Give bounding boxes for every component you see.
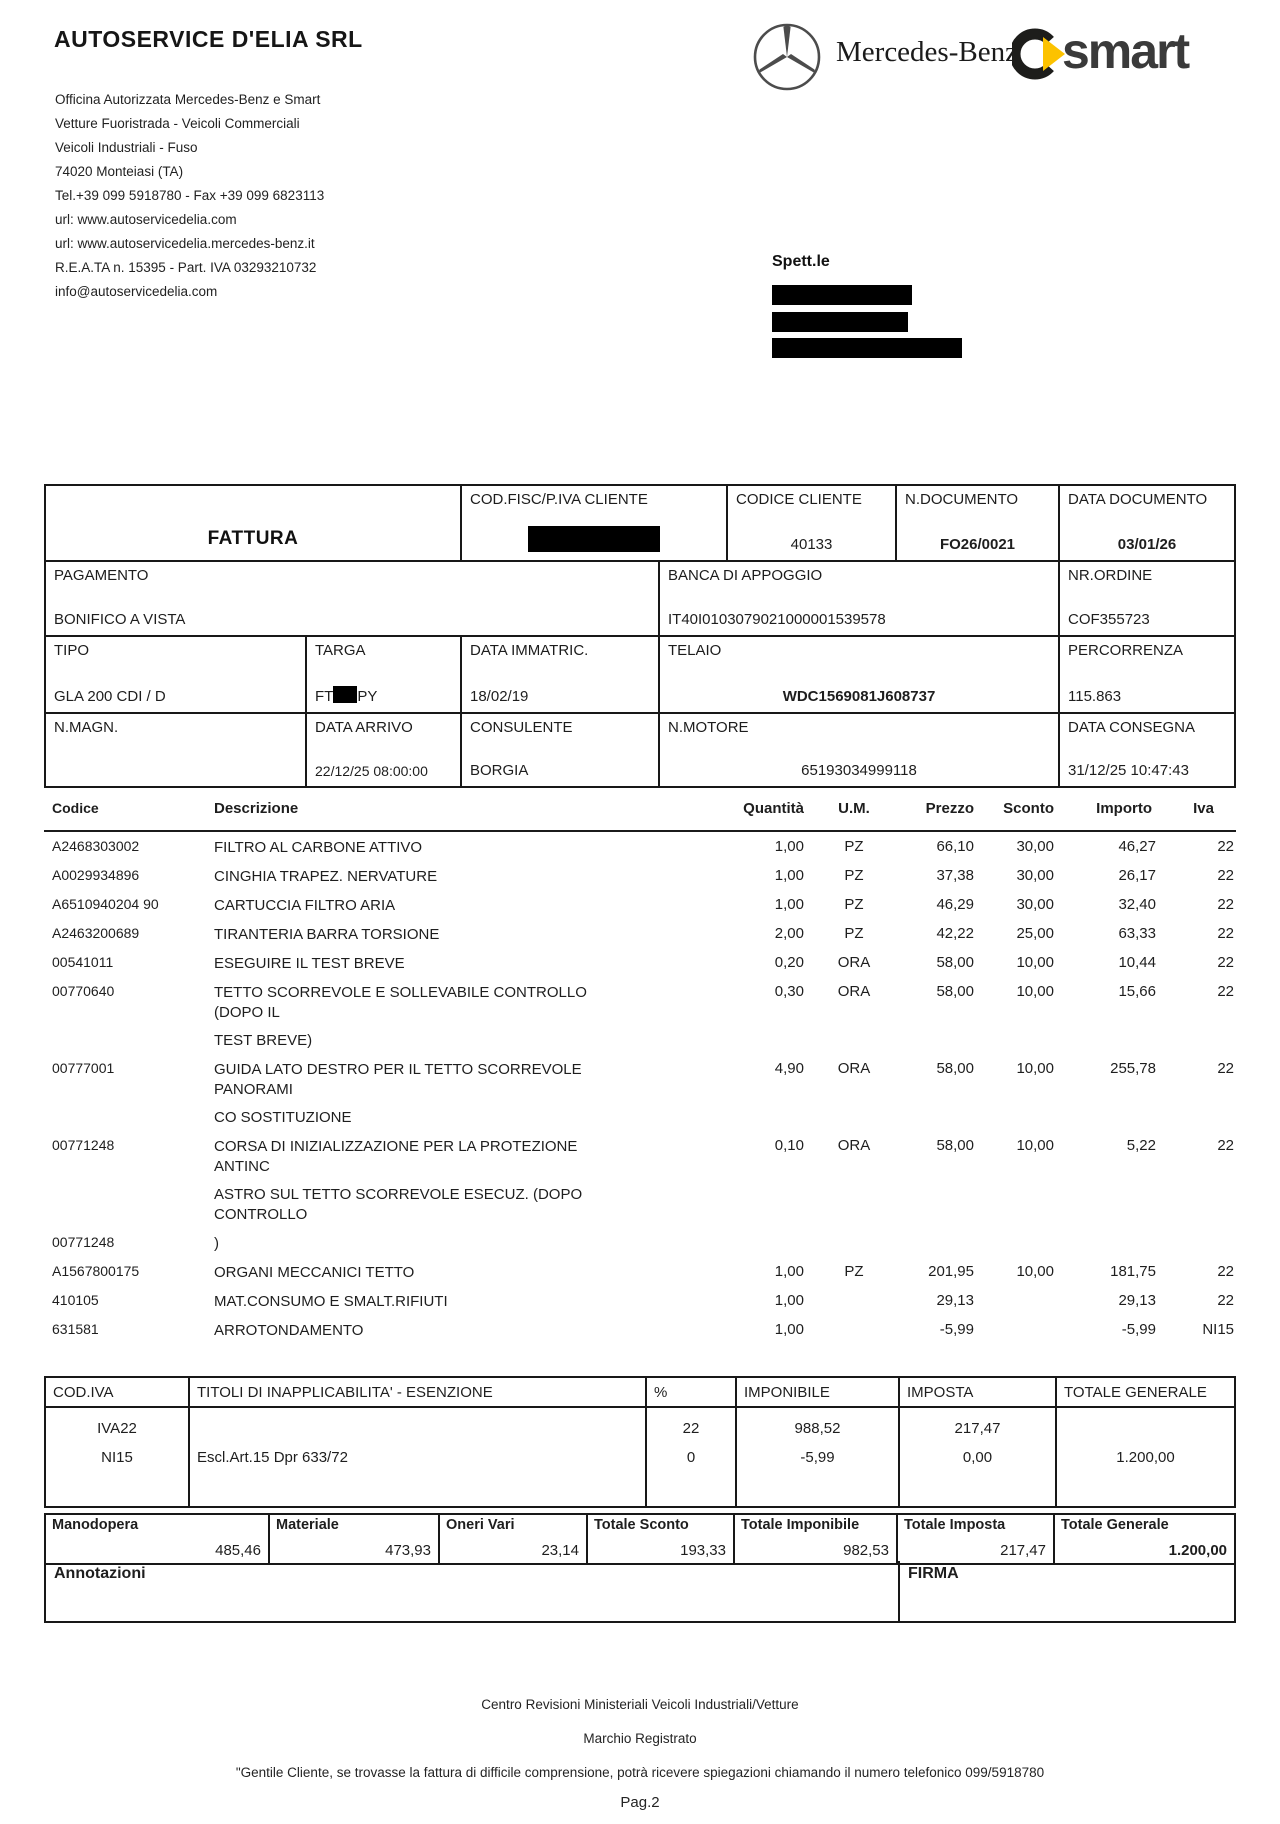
item-description-line: ESEGUIRE IL TEST BREVE [214,955,405,972]
item-description-group [214,1108,644,1128]
data-immatric-cell [460,637,658,712]
item-amount: 29,13 [1118,1292,1156,1309]
vat-percent: 22 [682,1420,700,1437]
consulente-label: CONSULENTE [470,719,573,736]
item-description-group [214,1292,644,1312]
item-description-group [214,1321,644,1341]
item-description [214,983,644,1051]
item-quantity: 1,00 [774,896,804,913]
item-description-line: CINGHIA TRAPEZ. NERVATURE [214,868,438,885]
codfisc-cell [460,486,726,560]
n-documento-label: N.DOCUMENTO [905,491,1019,508]
item-vat-code: 22 [1217,1292,1234,1309]
item-description [214,1292,644,1312]
item-description-line: CORSA DI INIZIALIZZAZIONE PER LA PROTEZIONE [214,1138,578,1155]
items-rows [44,838,1236,1350]
vat-exemption [197,1414,638,1443]
company-address-line: info@autoservicedelia.com [55,284,218,299]
item-row [44,1060,1236,1137]
item-vat-code: 22 [1217,983,1234,1000]
pagamento-label: PAGAMENTO [54,567,149,584]
vat-taxable: 988,52 [794,1420,841,1437]
item-codice: 00777001 [52,1060,115,1076]
item-description-group [214,867,644,887]
info-row-vehicle [46,635,1234,712]
item-quantity: 0,30 [774,983,804,1000]
mercedes-star-icon [750,20,824,99]
company-address-line: Tel.+39 099 5918780 - Fax +39 099 6823113 [55,188,325,203]
company-address-line: Vetture Fuoristrada - Veicoli Commerciali [55,116,300,131]
data-documento-value: 03/01/26 [1117,536,1177,553]
total-label: Oneri Vari [446,1517,515,1533]
vat-col-titoli [188,1408,645,1506]
total-label: Totale Generale [1061,1517,1169,1533]
item-unit: ORA [837,1060,871,1077]
item-amount: 181,75 [1110,1263,1156,1280]
item-unit: PZ [844,896,864,913]
total-cell [46,1515,268,1563]
percorrenza-value: 115.863 [1068,688,1122,705]
item-vat-code: 22 [1217,1060,1234,1077]
item-quantity: 1,00 [774,1263,804,1280]
vat-col-imponibile [735,1408,898,1506]
data-documento-label: DATA DOCUMENTO [1068,491,1208,508]
footer-line: Marchio Registrato [583,1731,697,1746]
item-description-line: PANORAMI [214,1081,293,1098]
banca-value: IT40I0103079021000001539578 [668,611,886,628]
item-description [214,1060,644,1128]
item-discount: 30,00 [1016,896,1054,913]
item-codice: 631581 [52,1321,99,1337]
data-immatric-label: DATA IMMATRIC. [470,642,589,659]
item-row [44,838,1236,867]
item-row [44,1234,1236,1263]
item-unit: ORA [837,954,871,971]
item-price: 66,10 [936,838,974,855]
vat-header-row [46,1378,1234,1408]
item-unit: ORA [837,983,871,1000]
item-description [214,1321,644,1341]
telaio-value: WDC1569081J608737 [782,688,936,705]
consulente-cell [460,714,658,786]
vat-tax: 0,00 [962,1449,993,1466]
item-description-line: MAT.CONSUMO E SMALT.RIFIUTI [214,1293,448,1310]
items-header-sconto: Sconto [1003,800,1054,817]
total-label: Totale Imposta [904,1517,1006,1533]
item-description-group [214,925,644,945]
company-address-line: Officina Autorizzata Mercedes-Benz e Smart [55,92,321,107]
company-address-line: Veicoli Industriali - Fuso [55,140,198,155]
total-value: 217,47 [1000,1542,1046,1559]
item-description [214,954,644,974]
item-unit: ORA [837,1137,871,1154]
item-description-group [214,1185,644,1225]
item-row [44,867,1236,896]
total-label: Totale Sconto [594,1517,689,1533]
item-description-line: FILTRO AL CARBONE ATTIVO [214,839,423,856]
item-discount: 10,00 [1016,1263,1054,1280]
info-row-document [46,486,1234,560]
company-address-line: 74020 Monteiasi (TA) [55,164,184,179]
item-description-group [214,954,644,974]
item-codice: A1567800175 [52,1263,140,1279]
item-quantity: 2,00 [774,925,804,942]
item-unit: PZ [844,925,864,942]
nr-ordine-value: COF355723 [1068,611,1150,628]
item-codice: A2463200689 [52,925,140,941]
banca-label: BANCA DI APPOGGIO [668,567,823,584]
item-description [214,925,644,945]
consulente-value: BORGIA [470,762,529,779]
mercedes-benz-wordmark: Mercedes-Benz [836,36,1018,68]
item-vat-code: 22 [1217,954,1234,971]
item-description [214,1137,644,1225]
total-cell [586,1515,733,1563]
vat-taxable: -5,99 [800,1449,835,1466]
item-codice: A2468303002 [52,838,140,854]
vat-col-codiva [46,1408,188,1506]
item-description-group [214,1137,644,1177]
item-quantity: 1,00 [774,1292,804,1309]
n-motore-value: 65193034999118 [801,762,917,779]
item-description-line: ANTINC [214,1158,270,1175]
company-address-line: url: www.autoservicedelia.com [55,212,237,227]
item-amount: 26,17 [1118,867,1156,884]
pagamento-cell [46,562,658,635]
data-arrivo-label: DATA ARRIVO [315,719,413,736]
item-row [44,1263,1236,1292]
company-address-line: url: www.autoservicedelia.mercedes-benz.it [55,236,315,251]
telaio-label: TELAIO [668,642,722,659]
item-discount: 25,00 [1016,925,1054,942]
n-magn-label: N.MAGN. [54,719,119,736]
company-name: AUTOSERVICE D'ELIA SRL [54,26,363,52]
item-description-group [214,1263,644,1283]
item-unit: PZ [844,1263,864,1280]
item-vat-code: 22 [1217,867,1234,884]
firma-box [898,1561,1234,1621]
items-header-quantita: Quantità [743,800,804,817]
total-cell [896,1515,1053,1563]
items-header-um: U.M. [838,800,870,817]
data-consegna-label: DATA CONSEGNA [1068,719,1195,736]
item-codice: 410105 [52,1292,99,1308]
item-quantity: 1,00 [774,838,804,855]
item-discount: 10,00 [1016,1060,1054,1077]
vat-col-perc [645,1408,735,1506]
item-row [44,1321,1236,1350]
total-cell [268,1515,438,1563]
item-quantity: 0,10 [774,1137,804,1154]
item-description [214,838,644,858]
item-amount: 46,27 [1118,838,1156,855]
item-unit: PZ [844,838,864,855]
document-info-table [44,484,1236,788]
total-cell [733,1515,896,1563]
items-header-iva: Iva [1193,800,1214,817]
data-immatric-value: 18/02/19 [470,688,529,705]
item-vat-code: 22 [1217,896,1234,913]
item-row [44,983,1236,1060]
codice-cliente-value: 40133 [790,536,833,553]
item-codice: A0029934896 [52,867,140,883]
codice-cliente-label: CODICE CLIENTE [736,491,862,508]
item-amount: 255,78 [1110,1060,1156,1077]
item-vat-code: 22 [1217,925,1234,942]
firma-label: FIRMA [908,1565,959,1582]
item-vat-code: 22 [1217,1263,1234,1280]
vat-header-imposta: IMPOSTA [898,1378,1055,1406]
item-price: 58,00 [936,1137,974,1154]
item-discount: 30,00 [1016,838,1054,855]
footer-line: "Gentile Cliente, se trovasse la fattura di difficile comprensione, potrà ricevere spiegazioni chiamando il numero telefonico 099/5918780 [235,1765,1045,1780]
redacted-recipient-line [772,285,912,305]
item-description-line: CARTUCCIA FILTRO ARIA [214,897,396,914]
banca-cell [658,562,1058,635]
item-vat-code: 22 [1217,1137,1234,1154]
vat-code: IVA22 [97,1420,137,1437]
item-quantity: 4,90 [774,1060,804,1077]
item-quantity: 1,00 [774,1321,804,1338]
item-description [214,1263,644,1283]
codfisc-label: COD.FISC/P.IVA CLIENTE [470,491,648,508]
vat-header-codiva: COD.IVA [53,1384,114,1401]
item-amount: 15,66 [1118,983,1156,1000]
telaio-cell [658,637,1058,712]
item-amount: 5,22 [1126,1137,1156,1154]
totals-table [44,1513,1236,1565]
company-address [55,88,324,304]
annotazioni-label: Annotazioni [54,1565,146,1582]
item-price: 29,13 [936,1292,974,1309]
item-price: 46,29 [936,896,974,913]
item-description-line: (DOPO IL [214,1004,280,1021]
vat-percent: 0 [686,1449,696,1466]
items-header-descrizione: Descrizione [214,800,299,817]
item-amount: 10,44 [1118,954,1156,971]
annotazioni-box [46,1561,898,1621]
targa-label: TARGA [315,642,366,659]
item-discount: 10,00 [1016,1137,1054,1154]
item-codice: 00541011 [52,954,114,970]
item-quantity: 0,20 [774,954,804,971]
item-vat-code: NI15 [1202,1321,1234,1338]
footer [0,1688,1280,1790]
item-description [214,1234,644,1254]
data-consegna-cell [1058,714,1234,786]
item-description-line: TIRANTERIA BARRA TORSIONE [214,926,440,943]
n-documento-cell [895,486,1058,560]
data-consegna-value: 31/12/25 10:47:43 [1068,762,1189,779]
redacted-codfisc [528,526,660,552]
vat-grand-total [1064,1414,1227,1443]
company-address-line: R.E.A.TA n. 15395 - Part. IVA 03293210732 [55,260,317,275]
item-price: 58,00 [936,983,974,1000]
item-description-group [214,1060,644,1100]
recipient-label: Spett.le [772,253,830,270]
redacted-recipient-line [772,312,908,332]
smart-wordmark: smart [1062,23,1189,79]
item-description [214,867,644,887]
item-description-group [214,896,644,916]
page-number: Pag.2 [620,1794,660,1811]
vat-header-titoli: TITOLI DI INAPPLICABILITA' - ESENZIONE [188,1378,645,1406]
vat-exemption: Escl.Art.15 Dpr 633/72 [197,1449,348,1466]
nr-ordine-label: NR.ORDINE [1068,567,1153,584]
item-codice: 00771248 [52,1234,115,1250]
total-cell [1053,1515,1234,1563]
item-row [44,925,1236,954]
percorrenza-label: PERCORRENZA [1068,642,1184,659]
total-label: Manodopera [52,1517,139,1533]
item-description-line: ARROTONDAMENTO [214,1322,364,1339]
item-description-line: CONTROLLO [214,1206,308,1223]
pagamento-value: BONIFICO A VISTA [54,611,186,628]
item-row [44,1292,1236,1321]
smart-logo-icon [1012,26,1066,87]
invoice-title: FATTURA [207,528,299,549]
targa-value: FT PY [315,688,378,705]
items-header-codice: Codice [52,800,99,816]
vat-tax: 217,47 [954,1420,1001,1437]
targa-cell [305,637,460,712]
total-label: Materiale [276,1517,339,1533]
items-header-importo: Importo [1096,800,1152,817]
percorrenza-cell [1058,637,1234,712]
item-description-group [214,1031,644,1051]
tipo-label: TIPO [54,642,90,659]
tipo-value: GLA 200 CDI / D [54,688,166,705]
redacted-targa [333,686,357,703]
item-description-group [214,1234,644,1254]
item-row [44,1137,1236,1234]
item-price: -5,99 [939,1321,974,1338]
codice-cliente-cell [726,486,895,560]
vat-summary-table [44,1376,1236,1508]
item-amount: -5,99 [1121,1321,1156,1338]
item-codice: 00770640 [52,983,115,999]
n-motore-label: N.MOTORE [668,719,749,736]
total-value: 1.200,00 [1168,1542,1227,1559]
item-row [44,896,1236,925]
item-description [214,896,644,916]
annotations-row [44,1561,1236,1623]
vat-col-totale [1055,1408,1234,1506]
item-description-line: ) [214,1235,219,1252]
item-price: 42,22 [936,925,974,942]
total-value: 485,46 [215,1542,261,1559]
data-documento-cell [1058,486,1234,560]
n-documento-value: FO26/0021 [939,536,1016,553]
items-header-divider [44,830,1236,832]
item-price: 58,00 [936,954,974,971]
item-description-line: CO SOSTITUZIONE [214,1109,352,1126]
footer-line: Centro Revisioni Ministeriali Veicoli Industriali/Vetture [481,1697,799,1712]
item-amount: 63,33 [1118,925,1156,942]
item-description-line: ASTRO SUL TETTO SCORREVOLE ESECUZ. (DOPO [214,1186,583,1203]
tipo-cell [46,637,305,712]
data-arrivo-value: 22/12/25 08:00:00 [315,763,428,779]
total-value: 473,93 [385,1542,431,1559]
item-discount: 30,00 [1016,867,1054,884]
item-unit: PZ [844,867,864,884]
vat-code: NI15 [101,1449,133,1466]
info-row-service [46,712,1234,786]
item-codice: A6510940204 90 [52,896,159,912]
item-amount: 32,40 [1118,896,1156,913]
vat-header-perc: % [645,1378,735,1406]
item-description-group [214,838,644,858]
item-codice: 00771248 [52,1137,115,1153]
items-header-prezzo: Prezzo [925,800,974,817]
item-vat-code: 22 [1217,838,1234,855]
vat-col-imposta [898,1408,1055,1506]
item-price: 201,95 [928,1263,974,1280]
n-motore-cell [658,714,1058,786]
total-value: 982,53 [843,1542,889,1559]
vat-header-imponibile: IMPONIBILE [735,1378,898,1406]
redacted-recipient-line [772,338,962,358]
total-value: 193,33 [680,1542,726,1559]
item-description-line: TETTO SCORREVOLE E SOLLEVABILE CONTROLLO [214,984,587,1001]
total-cell [438,1515,586,1563]
vat-header-totale-generale: TOTALE GENERALE [1055,1378,1234,1406]
item-price: 58,00 [936,1060,974,1077]
info-row-payment [46,560,1234,635]
total-label: Totale Imponibile [741,1517,860,1533]
nr-ordine-cell [1058,562,1234,635]
item-price: 37,38 [936,867,974,884]
item-description-line: ORGANI MECCANICI TETTO [214,1264,415,1281]
item-discount: 10,00 [1016,983,1054,1000]
item-discount: 10,00 [1016,954,1054,971]
invoice-title-cell [46,486,460,560]
item-description-group [214,983,644,1023]
data-arrivo-cell [305,714,460,786]
item-row [44,954,1236,983]
n-magn-cell [46,714,305,786]
vat-grand-total: 1.200,00 [1116,1449,1175,1466]
total-value: 23,14 [541,1542,579,1559]
item-quantity: 1,00 [774,867,804,884]
item-description-line: GUIDA LATO DESTRO PER IL TETTO SCORREVOLE [214,1061,582,1078]
vat-body-row [46,1408,1234,1506]
item-description-line: TEST BREVE) [214,1032,313,1049]
